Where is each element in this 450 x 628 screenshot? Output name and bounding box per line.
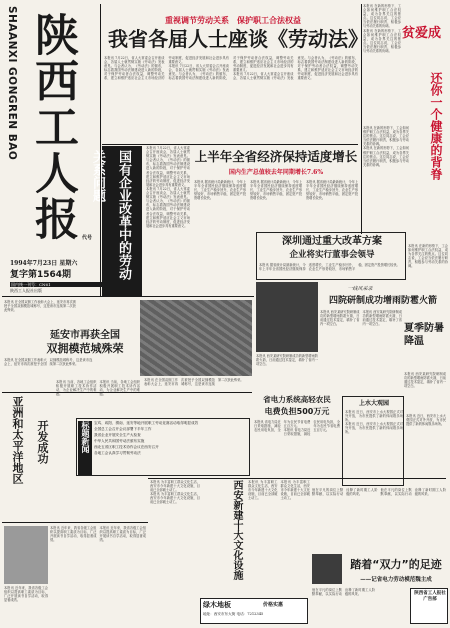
top-banner-label bbox=[108, 8, 358, 25]
rule-mid-section bbox=[2, 296, 254, 297]
economy-headline: 上半年全省经济保持适度增长 bbox=[194, 149, 358, 164]
telecom-headline: 省电力系统高轻农民 bbox=[263, 395, 331, 404]
right-column-text: 本报讯 在新的形势下，工会如何维护职工合法权益，成为各界关注的焦点。这位同志说，工会应当依法履行职责，积极参与劳动关系的协调。 bbox=[363, 4, 401, 29]
bottom-left-caption bbox=[4, 586, 48, 624]
bottom-mid-text-2: 本报讯 为丰富职工群众文化生活，西安市今年新建十大文化设施，目前已全部破土动工。 bbox=[280, 480, 310, 501]
top-story-body bbox=[104, 56, 358, 142]
bottom-ad-headline: 绿木地板 bbox=[203, 601, 231, 609]
notice-item: 宝鸡、咸阳、渭南、延安等地开展职工劳动竞赛活动取得明显成效 bbox=[94, 421, 199, 425]
hospital-headline: 四院研制成功增雨防雹火箭 bbox=[328, 296, 437, 306]
bottom-right-ad-text: 陕西省工人报社广告部 bbox=[414, 591, 446, 602]
feature-body bbox=[312, 588, 408, 624]
bottom-ad bbox=[200, 598, 308, 624]
notice-box bbox=[76, 418, 250, 476]
bottom-mid-left bbox=[150, 480, 200, 600]
shenzhen-body bbox=[259, 263, 405, 279]
economy-text-2: 本报讯 据省统计局最新统计，今年上半年全省国民经济继续保持适度增长，工业生产稳步回升，农业生产形势较好，市场销售平稳，固定资产投资增长较快。 bbox=[250, 180, 303, 201]
masthead-cn: 国内统一刊号：CN61 bbox=[10, 282, 102, 287]
crane-photo bbox=[256, 282, 318, 352]
middle-news bbox=[144, 378, 252, 416]
telecom-body bbox=[254, 420, 340, 476]
bottom-mid-headline: 西安新建十大文化设施 bbox=[231, 480, 242, 580]
notice-item: 西北五省区职工技术协作会议在西安召开 bbox=[94, 445, 159, 449]
top-story-text: 本报讯 7月22日，省人大常委会召开座谈会，各届人士就贯彻实施《劳动法》发表意见。与会者认为，《劳动法》的颁布，标志着我国劳动法制建设进入新的阶段，对于保护劳动者合法权益，调整劳动关系，建立和维护适应社会主义市场经济的劳动制度，促进经济发展和社会进步具有重要意义。 bbox=[104, 56, 229, 81]
rule-top-story bbox=[102, 144, 358, 145]
right-column-text-2: 本报讯 在新的形势下，工会如何维护职工合法权益，成为各界关注的焦点。这位同志说，工会应当依法履行职责，积极参与劳动关系的协调。 bbox=[363, 28, 401, 54]
middle-text-2: 本报讯 7月22日，省人大常委会召开座谈会，各届人士就贯彻实施《劳动法》发表意见。与会者认为，《劳动法》的颁布，标志着我国劳动法制建设进入新的阶段，对于保护劳动者合法权益，调整劳动关系，建立和维护适应社会主义市场经济的劳动制度，促进经济发展和社会进步具有重要意义。 bbox=[146, 186, 190, 228]
bottom-left-text: 本报讯 近年来，我省各级工会组织以提高职工素质为目标，广泛开展读书自学活动，取得显著成绩。 bbox=[50, 526, 97, 543]
masthead-edition: 陕西工人报社出版 bbox=[10, 288, 42, 293]
feature-subhead: ——记省电力劳动模范魏主成 bbox=[360, 577, 432, 583]
bottom-left-text-2: 本报讯 近年来，我省各级工会组织以提高职工素质为目标，广泛开展读书自学活动，取得显著成绩。 bbox=[99, 526, 146, 543]
crane-caption bbox=[256, 354, 318, 392]
notice-item: 全国总工会召开会议部署下半年工作 bbox=[94, 427, 152, 431]
rule-bottom-section bbox=[2, 522, 148, 523]
telecom-subhead: 电费负担500万元 bbox=[264, 407, 330, 416]
yanan-left-p: 本报讯 在全国双拥工作表彰大会上，延安市再次被授予全国双拥模范城称号，这是该市连续第二次获此殊荣。 bbox=[4, 300, 76, 313]
top-story-text-2: 本报讯 7月22日，省人大常委会召开座谈会，各届人士就贯彻实施《劳动法》发表意见。与会者认为，《劳动法》的颁布，标志着我国劳动法制建设进入新的阶段，对于保护劳动者合法权益，调整劳动关系，建立和维护适应社会主义市场经济的劳动制度，促进经济发展和社会进步具有重要意义。 bbox=[168, 56, 294, 81]
bottom-mid-left-text: 本报讯 为丰富职工群众文化生活，西安市今年新建十大文化设施，目前已全部破土动工。 bbox=[150, 480, 200, 493]
right-column-body bbox=[363, 4, 401, 124]
bottom-right-ad bbox=[410, 588, 448, 624]
bottom-left-photo bbox=[4, 526, 48, 584]
hospital-body bbox=[320, 310, 402, 388]
masthead-pinyin: SHAANXI GONGREN BAO bbox=[6, 6, 18, 161]
left-lower-text: 本报讯 当前，各地工会组织积极开展职工技术协作活动，为企业解决生产中的难题。 bbox=[56, 380, 97, 397]
shenzhen-headline: 深圳通过重大改革方案 bbox=[282, 236, 382, 247]
masthead-date: 1994年7月23日 星期六 bbox=[10, 260, 78, 267]
economy-subhead: 国内生产总值较去年同期增长7.6% bbox=[228, 169, 324, 176]
rule-bottom-mid bbox=[148, 478, 446, 479]
vertical-headline: 国有企业改革中的劳动关系问题 bbox=[90, 150, 131, 280]
summer-body bbox=[404, 372, 446, 412]
economy-text: 本报讯 据省统计局最新统计，今年上半年全省国民经济继续保持适度增长，工业生产稳步回升，农业生产形势较好，市场销售平稳，固定资产投资增长较快。 bbox=[194, 180, 247, 201]
rule-masthead bbox=[100, 4, 101, 296]
yanan-text: 本报讯 在全国双拥工作表彰大会上，延安市再次被授予全国双拥模范城称号，这是该市连续第二次获此殊荣。 bbox=[4, 358, 93, 367]
left-lower-subhead: 开发成功 bbox=[36, 420, 49, 464]
bottom-mid-text: 本报讯 为丰富职工群众文化生活，西安市今年新建十大文化设施，目前已全部破土动工。 bbox=[248, 480, 278, 501]
hospital-kicker: 一线风采录 bbox=[347, 286, 373, 292]
bottom-left-caption-text: 本报讯 近年来，我省各级工会组织以提高职工素质为目标，广泛开展读书自学活动，取得显著成绩。 bbox=[4, 586, 48, 603]
yanan-left-text bbox=[4, 300, 76, 334]
rule-right-col bbox=[361, 4, 362, 234]
crane-caption-text: 本报讯 西安某研究院研制成功的新型增雨防雹火箭，日前通过技术鉴定，填补了省内一项空白。 bbox=[256, 354, 318, 367]
notice-item: 中华人民共和国劳动法颁布实施 bbox=[94, 439, 145, 443]
right-column-lower-text-2: 本报讯 在新的形势下，工会如何维护职工合法权益，成为各界关注的焦点。这位同志说，工会应当依法履行职责，积极参与劳动关系的协调。 bbox=[363, 146, 409, 167]
left-lower-text-2: 本报讯 当前，各地工会组织积极开展职工技术协作活动，为企业解决生产中的难题。 bbox=[99, 380, 140, 397]
top-banner-headline: 我省各届人士座谈《劳动法》 bbox=[108, 27, 368, 51]
top-story-text-3: 本报讯 7月22日，省人大常委会召开座谈会，各届人士就贯彻实施《劳动法》发表意见。与会者认为，《劳动法》的颁布，标志着我国劳动法制建设进入新的阶段，对于保护劳动者合法权益，调整劳动关系，建立和维护适应社会主义市场经济的劳动制度，促进经济发展和社会进步具有重要意义。 bbox=[233, 56, 358, 81]
yanan-headline: 延安市再获全国 bbox=[50, 330, 120, 341]
economy-text-3: 本报讯 据省统计局最新统计，今年上半年全省国民经济继续保持适度增长，工业生产稳步回升，农业生产形势较好，市场销售平稳，固定资产投资增长较快。 bbox=[306, 180, 359, 201]
right-column-lower-text: 本报讯 在新的形势下，工会如何维护职工合法权益，成为各界关注的焦点。这位同志说，工会应当依法履行职责，积极参与劳动关系的协调。 bbox=[363, 126, 409, 147]
bottom-mid-left-text-2: 本报讯 为丰富职工群众文化生活，西安市今年新建十大文化设施，目前已全部破土动工。 bbox=[150, 492, 200, 505]
hospital-text-2: 本报讯 西安某研究院研制成功的新型增雨防雹火箭，日前通过技术鉴定，填补了省内一项空白。 bbox=[362, 310, 402, 327]
water-box bbox=[342, 396, 404, 486]
top-banner-label-text: 重视调节劳动关系 保护职工合法权益 bbox=[165, 16, 301, 25]
feature-upper-text: 他在平凡的岗位上默默奉献，以实际行动诠释了新时期工人阶级的风采。 bbox=[312, 488, 378, 497]
feature-upper-body bbox=[312, 488, 446, 552]
right-side-p: 本报讯 近日，西安市上水大观园正式对外开放，为市民提供了新的休闲娱乐场所。 bbox=[406, 414, 446, 427]
water-text-2: 本报讯 近日，西安市上水大观园正式对外开放，为市民提供了新的休闲娱乐场所。 bbox=[345, 422, 403, 435]
right-column-lower bbox=[363, 126, 409, 236]
feature-photo bbox=[312, 554, 342, 584]
shenzhen-box bbox=[256, 232, 406, 280]
shenzhen-text: 本报讯 据省统计局最新统计，今年上半年全省国民经济继续保持适度增长，工业生产稳步回升，农业生产形势较好，市场销售平稳，固定资产投资增长较快。 bbox=[259, 263, 400, 272]
masthead-tagline: 代号 bbox=[82, 235, 93, 241]
masthead-issue: 复字第1564期 bbox=[10, 270, 72, 280]
bottom-left-body bbox=[50, 526, 146, 624]
right-column-headline: 贫爱成 bbox=[402, 26, 442, 41]
middle-text-column bbox=[146, 146, 190, 296]
middle-news-text: 本报讯 在全国双拥工作表彰大会上，延安市再次被授予全国双拥模范城称号，这是该市连续第二次获此殊荣。 bbox=[144, 378, 244, 387]
yanan-headline2: 双拥模范城殊荣 bbox=[46, 342, 124, 355]
bottom-mid-body bbox=[248, 480, 310, 600]
water-body bbox=[345, 410, 403, 485]
rule-lower-section bbox=[2, 392, 252, 393]
telecom-text-2: 本报讯 省电力局近日采取措施，减轻农民用电负担，全年为农民节省电费五百万元。 bbox=[283, 420, 340, 437]
feature-text: 他在平凡的岗位上默默奉献，以实际行动诠释了新时期工人阶级的风采。 bbox=[312, 588, 375, 597]
hospital-text: 本报讯 西安某研究院研制成功的新型增雨防雹火箭，日前通过技术鉴定，填补了省内一项空白。 bbox=[320, 310, 360, 327]
bottom-ad-subhead: 价格实惠 bbox=[263, 602, 284, 608]
right-column-subhead: 还你一个健康的背脊 bbox=[429, 72, 443, 180]
water-text: 本报讯 近日，西安市上水大观园正式对外开放，为市民提供了新的休闲娱乐场所。 bbox=[345, 410, 403, 423]
water-headline: 上水大观园 bbox=[358, 400, 389, 407]
notice-item: 各地工会认真学习贯彻劳动法 bbox=[94, 451, 141, 455]
telecom-text: 本报讯 省电力局近日采取措施，减轻农民用电负担，全年为农民节省电费五百万元。 bbox=[254, 420, 311, 433]
summer-text: 本报讯 西安某研究院研制成功的新型增雨防雹火箭，日前通过技术鉴定，填补了省内一项空白。 bbox=[404, 372, 446, 389]
right-side-text bbox=[406, 414, 446, 486]
summer-headline: 夏季防暑降温 bbox=[404, 323, 444, 347]
right-notes-text: 本报讯 在新的形势下，工会如何维护职工合法权益，成为各界关注的焦点。这位同志说，工会应当依法履行职责，积极参与劳动关系的协调。 bbox=[408, 244, 448, 269]
notice-list bbox=[94, 421, 248, 475]
masthead-title: 陕西工人报 bbox=[27, 12, 78, 242]
notice-item: 我省企业开展安全生产大检查 bbox=[94, 433, 141, 437]
feature-headline: 踏着“双力”的足迹 bbox=[350, 558, 442, 571]
bottom-ad-contact: 地址：西安市东大街 电话：7212345 bbox=[203, 612, 264, 616]
masthead bbox=[2, 2, 98, 292]
vertical-headline-block bbox=[90, 146, 142, 296]
middle-text: 本报讯 7月22日，省人大常委会召开座谈会，各届人士就贯彻实施《劳动法》发表意见。与会者认为，《劳动法》的颁布，标志着我国劳动法制建设进入新的阶段，对于保护劳动者合法权益，调整劳动关系，建立和维护适应社会主义市场经济的劳动制度，促进经济发展和社会进步具有重要意义。 bbox=[146, 146, 190, 187]
feature-upper-text-2: 他在平凡的岗位上默默奉献，以实际行动诠释了新时期工人阶级的风采。 bbox=[380, 488, 446, 497]
shenzhen-subhead: 企业将实行董事会领导 bbox=[289, 250, 375, 260]
left-lower-headline: 亚洲和太平洋地区 bbox=[11, 396, 24, 484]
yanan-photo bbox=[140, 300, 252, 376]
notice-label: 标题新闻 bbox=[78, 421, 92, 475]
